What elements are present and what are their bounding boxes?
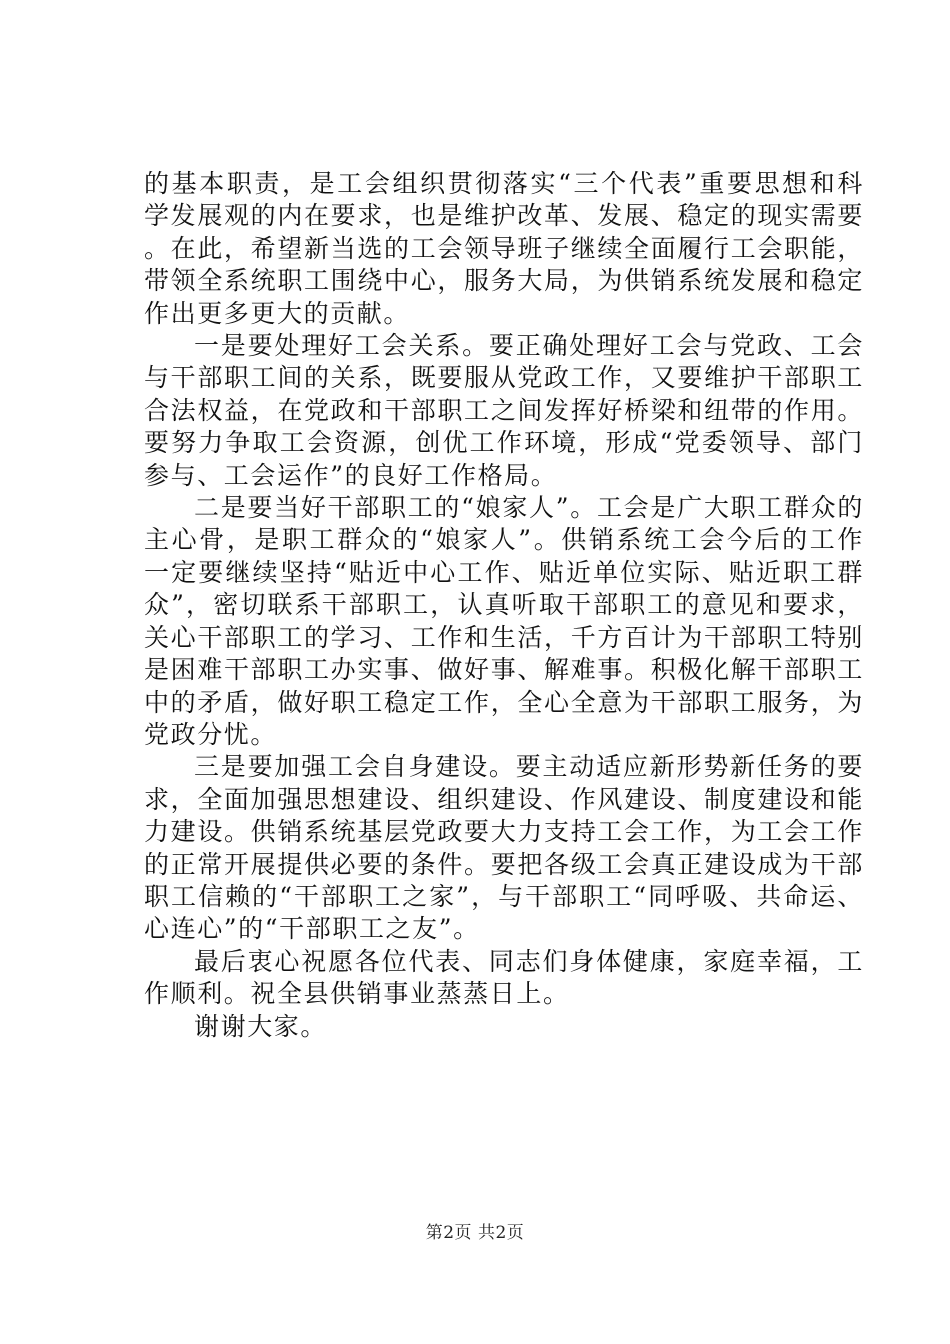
paragraph-closing-wishes: 最后衷心祝愿各位代表、同志们身体健康，家庭幸福，工作顺利。祝全县供销事业蒸蒸日上。 — [144, 946, 864, 1009]
paragraph-point-one: 一是要处理好工会关系。要正确处理好工会与党政、工会与干部职工间的关系，既要服从党政工作，又要维护干部职工合法权益，在党政和干部职工之间发挥好桥梁和纽带的作用。要努力争取工会资源，创优工作环境，形成“党委领导、部门参与、工会运作”的良好工作格局。 — [144, 331, 864, 490]
document-body — [144, 168, 864, 1043]
paragraph-point-two: 二是要当好干部职工的“娘家人”。工会是广大职工群众的主心骨，是职工群众的“娘家人”。供销系统工会今后的工作一定要继续坚持“贴近中心工作、贴近单位实际、贴近职工群众”，密切联系干部职工，认真听取干部职工的意见和要求，关心干部职工的学习、工作和生活，千方百计为干部职工特别是困难干部职工办实事、做好事、解难事。积极化解干部职工中的矛盾，做好职工稳定工作，全心全意为干部职工服务，为党政分忧。 — [144, 493, 864, 749]
paragraph-point-three: 三是要加强工会自身建设。要主动适应新形势新任务的要求，全面加强思想建设、组织建设、作风建设、制度建设和能力建设。供销系统基层党政要大力支持工会工作，为工会工作的正常开展提供必要的条件。要把各级工会真正建设成为干部职工信赖的“干部职工之家”，与干部职工“同呼吸、共命运、心连心”的“干部职工之友”。 — [144, 752, 864, 944]
paragraph-thanks: 谢谢大家。 — [194, 1011, 328, 1041]
page-number-footer: 第2页 共2页 — [425, 1223, 525, 1243]
paragraph-continuation: 的基本职责，是工会组织贯彻落实“三个代表”重要思想和科学发展观的内在要求，也是维护改革、发展、稳定的现实需要。在此，希望新当选的工会领导班子继续全面履行工会职能，带领全系统职工围绕中心，服务大局，为供销系统发展和稳定作出更多更大的贡献。 — [144, 169, 864, 328]
